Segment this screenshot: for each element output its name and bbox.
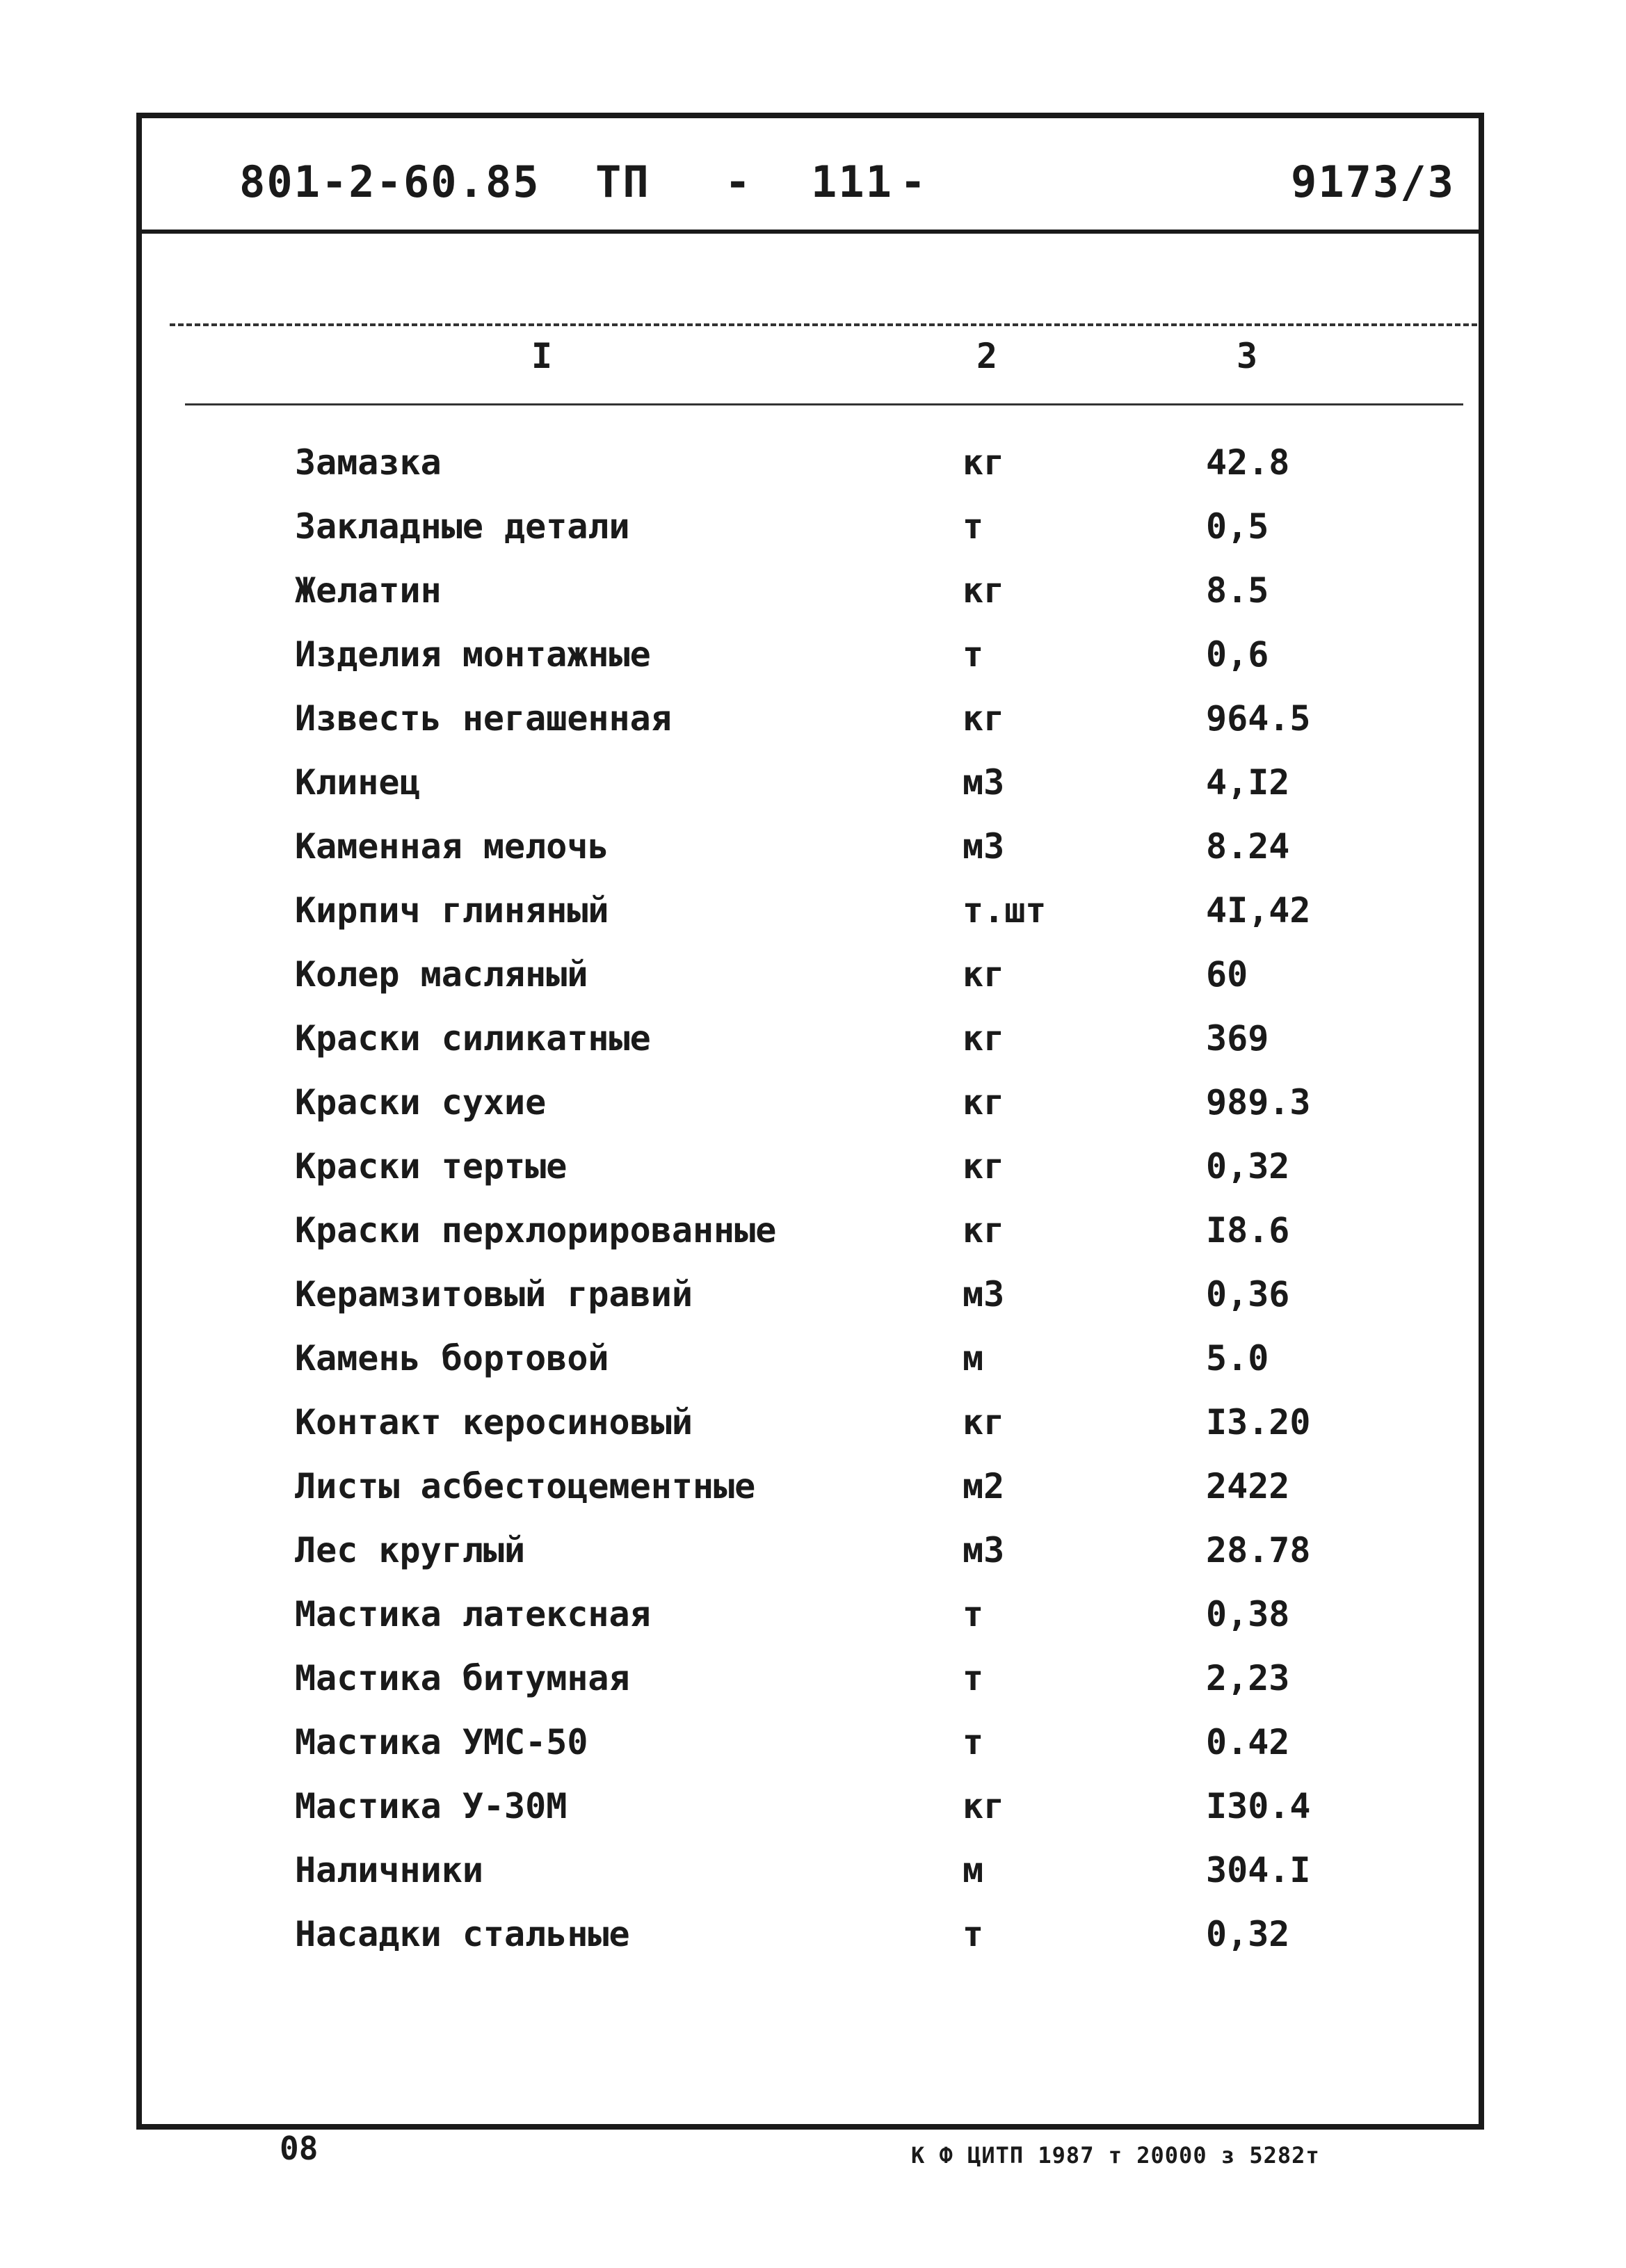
sheet-reference: 9173/3 (1291, 156, 1455, 207)
material-quantity: 0,5 (1206, 506, 1269, 547)
material-unit: м (963, 1338, 984, 1378)
material-unit: кг (963, 1786, 1005, 1826)
material-quantity: I30.4 (1206, 1786, 1311, 1826)
table-row (142, 1914, 1479, 1978)
table-row (142, 1530, 1479, 1594)
material-quantity: 0,38 (1206, 1594, 1290, 1634)
table-row (142, 1594, 1479, 1658)
material-unit: кг (963, 1146, 1005, 1187)
table-row (142, 634, 1479, 698)
material-quantity: 0,32 (1206, 1914, 1290, 1954)
material-name: Замазка (295, 442, 442, 483)
material-name: Камень бортовой (295, 1338, 609, 1378)
material-quantity: I8.6 (1206, 1210, 1290, 1250)
header-dash-2: - (900, 156, 928, 207)
material-name: Наличники (295, 1850, 483, 1890)
material-quantity: I3.20 (1206, 1402, 1311, 1442)
material-unit: кг (963, 1210, 1005, 1250)
table-row (142, 570, 1479, 634)
material-name: Краски перхлорированные (295, 1210, 777, 1250)
material-name: Мастика латексная (295, 1594, 651, 1634)
material-unit: кг (963, 954, 1005, 995)
table-row (142, 1018, 1479, 1082)
material-unit: т.шт (963, 890, 1047, 931)
material-unit: т (963, 1658, 984, 1698)
table-row (142, 1274, 1479, 1338)
material-name: Каменная мелочь (295, 826, 609, 867)
material-name: Керамзитовый гравий (295, 1274, 693, 1314)
table-row (142, 762, 1479, 826)
table-row (142, 442, 1479, 506)
material-unit: кг (963, 570, 1005, 611)
material-name: Колер масляный (295, 954, 588, 995)
material-quantity: 0,32 (1206, 1146, 1290, 1187)
material-name: Мастика битумная (295, 1658, 630, 1698)
material-unit: кг (963, 1018, 1005, 1059)
table-row (142, 826, 1479, 890)
material-quantity: 5.0 (1206, 1338, 1269, 1378)
material-unit: м3 (963, 1274, 1005, 1314)
material-name: Закладные детали (295, 506, 630, 547)
material-name: Мастика У-30М (295, 1786, 568, 1826)
material-name: Лес круглый (295, 1530, 526, 1570)
material-quantity: 0.42 (1206, 1722, 1290, 1762)
table-row (142, 1786, 1479, 1850)
material-unit: м2 (963, 1466, 1005, 1506)
material-name: Клинец (295, 762, 421, 803)
material-quantity: 989.3 (1206, 1082, 1311, 1123)
material-unit: м (963, 1850, 984, 1890)
stamp-header (142, 118, 1479, 234)
material-quantity: 60 (1206, 954, 1248, 995)
material-quantity: 304.I (1206, 1850, 1311, 1890)
material-quantity: 2422 (1206, 1466, 1290, 1506)
material-quantity: 0,6 (1206, 634, 1269, 675)
project-code: 801-2-60.85 (239, 156, 540, 207)
material-unit: кг (963, 698, 1005, 739)
material-name: Краски тертые (295, 1146, 568, 1187)
header-underline (185, 403, 1463, 405)
table-row (142, 954, 1479, 1018)
material-quantity: 28.78 (1206, 1530, 1311, 1570)
material-unit: кг (963, 1082, 1005, 1123)
table-row (142, 506, 1479, 570)
material-unit: кг (963, 1402, 1005, 1442)
material-unit: м3 (963, 826, 1005, 867)
table-row (142, 698, 1479, 762)
table-row (142, 1722, 1479, 1786)
material-quantity: 4,I2 (1206, 762, 1290, 803)
material-quantity: 4I,42 (1206, 890, 1311, 931)
material-name: Желатин (295, 570, 442, 611)
material-quantity: 964.5 (1206, 698, 1311, 739)
print-imprint: К Ф ЦИТП 1987 т 20000 з 5282т (911, 2142, 1320, 2169)
material-quantity: 369 (1206, 1018, 1269, 1059)
album-number: 111 (811, 156, 893, 207)
table-row (142, 1466, 1479, 1530)
material-quantity: 2,23 (1206, 1658, 1290, 1698)
material-unit: т (963, 506, 984, 547)
document-frame (136, 113, 1484, 2130)
column-header-3: 3 (1237, 336, 1258, 376)
material-unit: т (963, 1594, 984, 1634)
table-row (142, 1146, 1479, 1210)
table-row (142, 1210, 1479, 1274)
page-number: 08 (280, 2130, 319, 2167)
project-type: ТП (595, 156, 650, 207)
material-unit: кг (963, 442, 1005, 483)
material-name: Насадки стальные (295, 1914, 630, 1954)
material-quantity: 8.5 (1206, 570, 1269, 611)
material-name: Кирпич глиняный (295, 890, 609, 931)
column-header-1: I (531, 336, 553, 376)
table-row (142, 890, 1479, 954)
column-header-2: 2 (976, 336, 998, 376)
material-name: Краски силикатные (295, 1018, 651, 1059)
table-row (142, 1402, 1479, 1466)
table-row (142, 1082, 1479, 1146)
material-quantity: 42.8 (1206, 442, 1290, 483)
table-row (142, 1658, 1479, 1722)
material-quantity: 0,36 (1206, 1274, 1290, 1314)
material-name: Известь негашенная (295, 698, 672, 739)
material-unit: т (963, 1722, 984, 1762)
material-unit: м3 (963, 1530, 1005, 1570)
material-unit: т (963, 634, 984, 675)
material-quantity: 8.24 (1206, 826, 1290, 867)
header-dash-1: - (725, 156, 752, 207)
material-name: Контакт керосиновый (295, 1402, 693, 1442)
material-name: Краски сухие (295, 1082, 547, 1123)
table-row (142, 1850, 1479, 1914)
material-unit: м3 (963, 762, 1005, 803)
table-row (142, 1338, 1479, 1402)
material-name: Изделия монтажные (295, 634, 651, 675)
material-unit: т (963, 1914, 984, 1954)
material-name: Листы асбестоцементные (295, 1466, 756, 1506)
material-name: Мастика УМС-50 (295, 1722, 588, 1762)
dashed-divider (170, 323, 1477, 326)
